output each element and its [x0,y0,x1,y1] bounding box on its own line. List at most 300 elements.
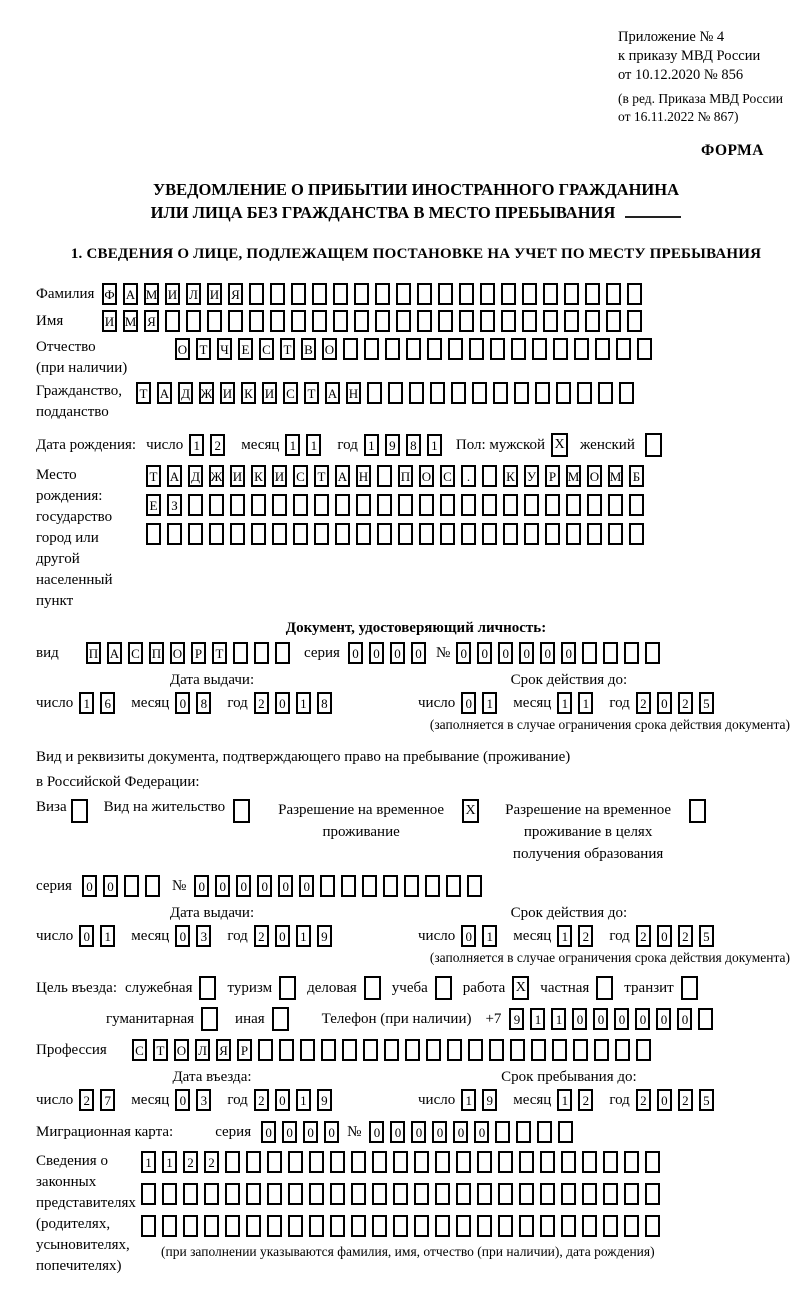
form-cell: 0 [572,1008,587,1030]
birth-place-cells-row2 [146,494,650,516]
form-cell: 1 [578,692,593,714]
issue-day-label: число [36,927,74,944]
form-cell: 0 [461,692,476,714]
form-cell [272,494,287,516]
citizenship-label-line1: Гражданство, [36,383,123,399]
form-cell [556,382,571,404]
form-cell: 6 [100,692,115,714]
form-cell [377,494,392,516]
form-cell [393,1151,408,1173]
form-cell [404,875,419,897]
form-cell [333,310,348,332]
purpose-study-label: учеба [391,979,428,996]
migration-card-label: Миграционная карта: [36,1123,174,1140]
phone-cells [509,1008,719,1030]
form-cell [188,523,203,545]
form-cell [448,338,463,360]
stay-month-cells [557,1089,599,1111]
form-cell: 0 [657,1089,672,1111]
form-cell: О [174,1039,189,1061]
purpose-private-label: частная [540,979,590,996]
form-cell [351,1151,366,1173]
form-cell [451,382,466,404]
form-cell [246,1151,261,1173]
form-cell [564,310,579,332]
form-cell: П [86,642,101,664]
expiry-year-label: год [609,927,630,944]
form-cell: К [503,465,518,487]
representatives-label [36,1151,141,1277]
form-cell [603,1151,618,1173]
form-cell [300,1039,315,1061]
issue-year-cells [254,692,338,714]
issue-month-label: месяц [131,927,170,944]
form-cell: А [167,465,182,487]
identity-issue-heading: Дата выдачи: [169,672,255,688]
form-cell: 0 [453,1121,468,1143]
form-cell [312,310,327,332]
form-cell [574,338,589,360]
identity-doc-row [36,642,796,664]
form-cell: 0 [561,642,576,664]
citizenship-label-line2: подданство [36,404,109,420]
form-cell: Р [191,642,206,664]
form-cell [514,382,529,404]
form-cell [459,283,474,305]
form-cell [489,1039,504,1061]
form-cell: Ж [209,465,224,487]
form-cell [468,1039,483,1061]
form-cell [582,642,597,664]
expiry-month-label: месяц [513,694,552,711]
issue-day-label: число [36,694,74,711]
form-cell [330,1151,345,1173]
entry-year-cells [254,1089,338,1111]
form-cell: Т [280,338,295,360]
birth-place-cells-row1 [146,465,650,487]
form-cell: 9 [509,1008,524,1030]
form-cell: 1 [100,925,115,947]
form-cell: М [608,465,623,487]
form-cell: 1 [306,434,321,456]
form-cell [519,1183,534,1205]
form-cell: Я [228,283,243,305]
representatives-cells-row2 [141,1183,666,1205]
form-cell [414,1151,429,1173]
purpose-tourism-label: туризм [227,979,273,996]
purpose-row-2 [106,1007,796,1031]
form-cell [440,494,455,516]
residence-permit-checkbox [233,799,250,823]
form-cell [267,1215,282,1237]
form-cell: 1 [296,692,311,714]
form-cell [254,642,269,664]
identity-doc-note: (заполняется в случае ограничения срока действия документа) [429,717,790,732]
form-cell: 0 [657,925,672,947]
form-cell [251,523,266,545]
given-name-label: Имя [36,312,64,329]
purpose-official [125,976,217,1000]
form-cell: 2 [678,925,693,947]
form-cell: П [149,642,164,664]
purpose-private [540,976,613,1000]
residence-doc-intro-line2: в Российской Федерации: [36,774,200,790]
form-cell [624,1183,639,1205]
form-cell [498,1215,513,1237]
form-cell [312,283,327,305]
sex-male-label: Пол: мужской [455,436,546,453]
form-cell [230,494,245,516]
form-cell: 0 [282,1121,297,1143]
form-cell: Н [346,382,361,404]
identity-doc-dates [36,672,796,714]
form-cell [372,1183,387,1205]
form-cell: 0 [540,642,555,664]
form-cell: О [419,465,434,487]
birth-place-row [36,465,796,612]
form-cell [204,1183,219,1205]
title-line-2: ИЛИ ЛИЦА БЕЗ ГРАЖДАНСТВА В МЕСТО ПРЕБЫВАНИЯ [36,201,796,224]
form-cell [314,523,329,545]
stay-day-cells [461,1089,503,1111]
form-cell [435,1151,450,1173]
form-cell: Л [195,1039,210,1061]
expiry-day-cells [461,692,503,714]
form-cell: И [102,310,117,332]
form-cell [472,382,487,404]
form-cell: М [144,283,159,305]
purpose-private-checkbox [596,976,613,1000]
appendix-line: Приложение № 4 [618,29,725,45]
patronymic-cells [175,338,658,360]
residence-doc-note: (заполняется в случае ограничения срока действия документа) [429,950,790,965]
purpose-transit-label: транзит [624,979,674,996]
form-cell [372,1151,387,1173]
title-line-1: УВЕДОМЛЕНИЕ О ПРИБЫТИИ ИНОСТРАННОГО ГРАЖДАНИНА [152,180,680,199]
form-cell: 0 [461,925,476,947]
form-cell [573,1039,588,1061]
form-cell [616,338,631,360]
form-cell: 1 [482,925,497,947]
identity-doc-series-cells [348,642,432,664]
profession-row [36,1039,796,1061]
form-cell [393,1183,408,1205]
form-cell [624,642,639,664]
birth-year-label: год [337,436,358,453]
form-cell: 5 [699,1089,714,1111]
form-cell: Т [304,382,319,404]
form-cell: 0 [215,875,230,897]
patronymic-label [36,337,175,379]
form-cell [598,382,613,404]
migration-card-number-label: № [347,1123,362,1140]
form-cell: Т [153,1039,168,1061]
form-cell [456,1215,471,1237]
form-cell [293,523,308,545]
form-cell [396,283,411,305]
residence-expiry-heading: Срок действия до: [510,905,628,921]
form-cell [372,1215,387,1237]
form-cell: 1 [551,1008,566,1030]
form-cell [637,338,652,360]
form-cell: 1 [79,692,94,714]
form-cell: 2 [578,1089,593,1111]
residence-doc-intro [36,745,796,795]
form-cell [438,310,453,332]
issue-month-cells [175,925,217,947]
representatives-cellrows [141,1151,666,1260]
form-cell [561,1215,576,1237]
form-cell: Е [146,494,161,516]
form-cell: 0 [593,1008,608,1030]
form-cell [608,494,623,516]
form-cell: М [123,310,138,332]
issue-year-label: год [227,927,248,944]
surname-cells [102,283,648,305]
form-cell [519,1151,534,1173]
form-cell [603,1183,618,1205]
form-cell [275,642,290,664]
form-cell [417,310,432,332]
form-cell [162,1183,177,1205]
form-cell: И [262,382,277,404]
form-cell: С [440,465,455,487]
form-cell [270,310,285,332]
issue-year-label: год [227,694,248,711]
appendix-line: к приказу МВД России [618,48,761,64]
form-cell: 2 [636,1089,651,1111]
form-cell [258,1039,273,1061]
form-cell: 1 [557,1089,572,1111]
birth-date-row [36,433,796,457]
purpose-business-checkbox [364,976,381,1000]
form-cell [498,1183,513,1205]
purpose-other [235,1007,289,1031]
expiry-month-cells [557,925,599,947]
form-cell [430,382,445,404]
residence-issue-row [36,925,388,947]
form-cell [469,338,484,360]
form-cell: Т [212,642,227,664]
identity-expiry-heading: Срок действия до: [510,672,628,688]
residence-series-label: серия [36,877,72,894]
form-cell: 1 [482,692,497,714]
form-cell: 1 [557,692,572,714]
form-cell [363,1039,378,1061]
purpose-humanitarian [106,1007,218,1031]
purpose-row-1 [36,976,796,1000]
form-cell [587,523,602,545]
identity-doc-series-label: серия [304,644,340,661]
form-cell: З [167,494,182,516]
phone-label: Телефон (при наличии) [321,1010,472,1027]
form-cell: 9 [317,925,332,947]
form-cell: А [157,382,172,404]
form-cell [619,382,634,404]
form-cell: М [566,465,581,487]
form-cell [356,494,371,516]
form-cell [503,523,518,545]
residence-permit-label: Вид на жительство [103,799,226,815]
form-cell [545,523,560,545]
visa-checkbox [71,799,88,823]
representatives-cells-row3 [141,1215,666,1237]
birth-place-label-line2: государство [36,509,113,525]
entry-day-label: число [36,1091,74,1108]
order-reference [618,28,796,126]
form-cell [522,283,537,305]
form-cell [629,494,644,516]
form-cell: О [170,642,185,664]
form-cell [356,523,371,545]
form-cell [615,1039,630,1061]
form-cell: 0 [299,875,314,897]
form-cell [417,283,432,305]
migration-card-number-cells [369,1121,579,1143]
form-cell [249,283,264,305]
amendment-line: от 16.11.2022 № 867) [618,109,739,124]
form-cell [582,1151,597,1173]
issue-month-cells [175,692,217,714]
form-cell [594,1039,609,1061]
temp-permit-label: Разрешение на временное проживание [278,802,445,840]
form-cell [272,523,287,545]
entry-stay-dates [36,1069,796,1111]
form-cell [354,283,369,305]
form-cell [456,1183,471,1205]
form-cell: Д [188,465,203,487]
form-cell: Р [545,465,560,487]
birth-place-label-line1: Место рождения: [36,467,103,504]
form-cell [351,1215,366,1237]
form-cell [146,523,161,545]
section-1-heading: 1. СВЕДЕНИЯ О ЛИЦЕ, ПОДЛЕЖАЩЕМ ПОСТАНОВКЕ НА УЧЕТ ПО МЕСТУ ПРЕБЫВАНИЯ [70,246,762,262]
form-cell: 2 [578,925,593,947]
form-cell [124,875,139,897]
form-cell: 0 [103,875,118,897]
form-cell [435,1183,450,1205]
form-cell [183,1215,198,1237]
form-cell [519,1215,534,1237]
representatives-note: (при заполнении указываются фамилия, имя, отчество (при наличии), дата рождения) [161,1244,655,1259]
form-cell [603,642,618,664]
form-cell: И [230,465,245,487]
residence-doc-series-row [36,875,796,897]
form-cell: Я [216,1039,231,1061]
form-cell [608,523,623,545]
amendment-line: (в ред. Приказа МВД России [618,91,783,106]
form-cell [540,1215,555,1237]
form-cell: . [461,465,476,487]
purpose-study [392,976,452,1000]
form-cell [388,382,403,404]
form-cell: 0 [348,642,363,664]
form-cell: 0 [236,875,251,897]
form-cell [636,1039,651,1061]
form-cell [233,642,248,664]
form-cell [498,1151,513,1173]
entry-date-heading: Дата въезда: [172,1069,252,1085]
form-cell: 8 [317,692,332,714]
expiry-year-label: год [609,694,630,711]
form-cell [477,1151,492,1173]
form-cell [204,1215,219,1237]
birth-month-cells [285,434,327,456]
form-cell: 8 [196,692,211,714]
form-cell: 2 [254,1089,269,1111]
form-cell: 0 [456,642,471,664]
form-cell: 9 [482,1089,497,1111]
purpose-official-checkbox [199,976,216,1000]
form-cell: Б [629,465,644,487]
form-cell [419,523,434,545]
form-cell [435,1215,450,1237]
form-cell [330,1183,345,1205]
form-cell [141,1183,156,1205]
residence-issue-heading: Дата выдачи: [169,905,255,921]
form-cell [333,283,348,305]
form-cell [606,283,621,305]
form-cell: 2 [79,1089,94,1111]
form-cell [398,523,413,545]
form-cell [186,310,201,332]
form-cell: 2 [636,925,651,947]
purpose-official-label: служебная [124,979,193,996]
form-cell [645,642,660,664]
form-cell: Д [178,382,193,404]
form-cell: 0 [275,1089,290,1111]
form-cell [698,1008,713,1030]
form-cell [230,523,245,545]
form-cell [225,1151,240,1173]
form-cell [461,494,476,516]
form-cell [167,523,182,545]
form-cell [341,875,356,897]
form-cell: 0 [677,1008,692,1030]
form-cell [627,310,642,332]
form-cell: 2 [254,925,269,947]
form-cell: 0 [614,1008,629,1030]
form-cell: Т [314,465,329,487]
form-cell: 0 [194,875,209,897]
form-cell: 5 [699,692,714,714]
form-cell [545,494,560,516]
issue-day-cells [79,692,121,714]
stay-until-row [418,1089,720,1111]
form-cell [188,494,203,516]
form-cell [603,1215,618,1237]
expiry-day-cells [461,925,503,947]
birth-place-cellrows [146,465,650,552]
form-cell: 0 [79,925,94,947]
issue-day-cells [79,925,121,947]
purpose-transit [624,976,697,1000]
form-cell [225,1183,240,1205]
form-cell [354,310,369,332]
form-cell: П [398,465,413,487]
purpose-tourism [227,976,296,1000]
form-cell [535,382,550,404]
form-cell [543,283,558,305]
form-cell [467,875,482,897]
form-cell: 1 [162,1151,177,1173]
surname-row [36,283,796,305]
sex-female-label: женский [580,436,635,453]
form-cell: 2 [254,692,269,714]
form-cell: 2 [204,1151,219,1173]
form-cell [624,1151,639,1173]
form-cell [553,338,568,360]
